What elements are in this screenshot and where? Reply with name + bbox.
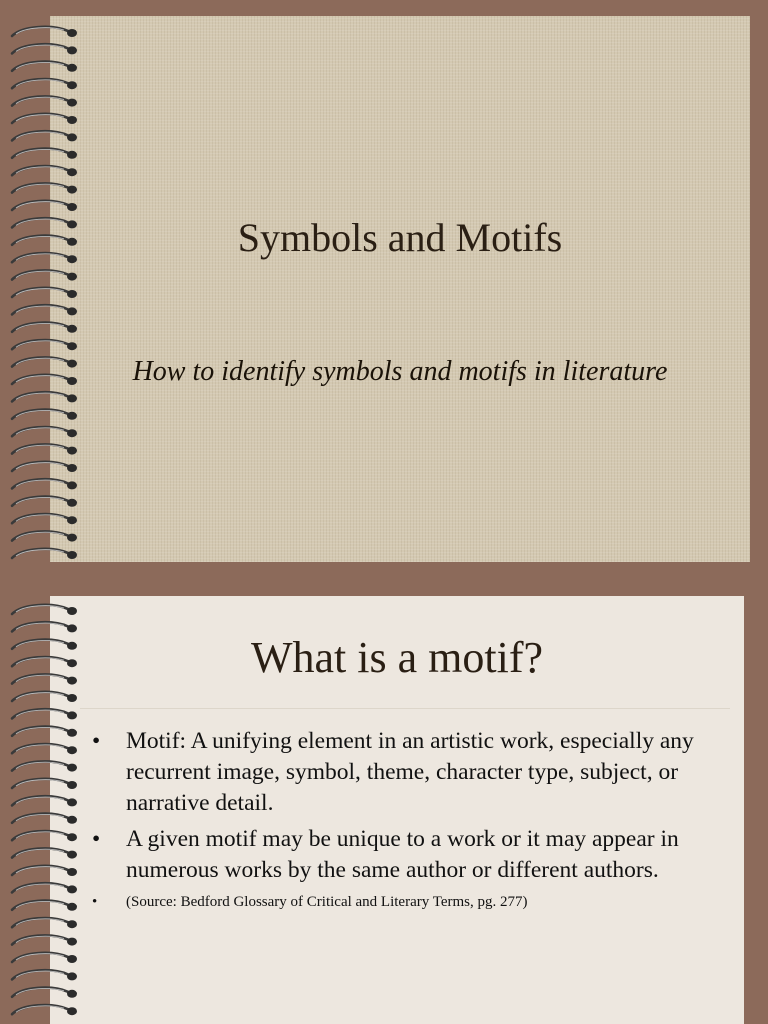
spiral-ring (12, 692, 77, 702)
bullet-dot: • (92, 728, 101, 754)
bullet-dot: • (92, 894, 98, 910)
spiral-ring (12, 166, 77, 176)
spiral-ring (12, 988, 77, 998)
spiral-ring (12, 1005, 77, 1015)
spiral-ring (12, 970, 77, 980)
spiral-ring (12, 340, 77, 350)
slide-2-motif (50, 596, 744, 1024)
spiral-ring (12, 427, 77, 437)
spiral-ring (12, 779, 77, 789)
bullet-item-source (92, 891, 717, 913)
spiral-ring (12, 727, 77, 737)
spiral-ring (12, 114, 77, 124)
spiral-ring (12, 674, 77, 684)
slide-1-title (50, 16, 750, 562)
spiral-ring (12, 79, 77, 89)
spiral-ring (12, 44, 77, 54)
bullet-text: Motif: A unifying element in an artistic work, especially any recurrent image, symbol, theme, character type, subject, or narrative detail. (126, 728, 694, 816)
spiral-ring (12, 640, 77, 650)
spiral-ring (12, 514, 77, 524)
spiral-ring (12, 305, 77, 315)
spiral-binding-icon (0, 20, 90, 560)
spiral-ring (12, 918, 77, 928)
spiral-ring (12, 935, 77, 945)
spiral-ring (12, 270, 77, 280)
bullet-item (92, 824, 717, 886)
bullet-dot: • (92, 826, 101, 852)
spiral-ring (12, 218, 77, 228)
title-divider (80, 708, 730, 709)
spiral-ring (12, 183, 77, 193)
spiral-ring (12, 62, 77, 72)
spiral-ring (12, 375, 77, 385)
spiral-ring (12, 131, 77, 141)
spiral-ring (12, 866, 77, 876)
slide-2-title-text: What is a motif? (250, 633, 543, 682)
spiral-ring (12, 479, 77, 489)
spiral-ring (12, 953, 77, 963)
spiral-ring (12, 622, 77, 632)
spiral-ring (12, 27, 77, 37)
spiral-ring (12, 96, 77, 106)
bullet-list (92, 726, 717, 918)
spiral-ring (12, 236, 77, 246)
bullet-text-source: (Source: Bedford Glossary of Critical and Literary Terms, pg. 277) (126, 894, 528, 910)
spiral-ring (12, 901, 77, 911)
spiral-ring (12, 462, 77, 472)
spiral-ring (12, 709, 77, 719)
spiral-ring (12, 744, 77, 754)
bullet-text: A given motif may be unique to a work or it may appear in numerous works by the same author or different authors. (126, 826, 679, 883)
spiral-ring (12, 549, 77, 559)
spiral-ring (12, 657, 77, 667)
spiral-ring (12, 497, 77, 507)
spiral-ring (12, 323, 77, 333)
spiral-ring (12, 392, 77, 402)
spiral-ring (12, 410, 77, 420)
spiral-ring (12, 288, 77, 298)
spiral-ring (12, 444, 77, 454)
spiral-ring (12, 531, 77, 541)
spiral-ring (12, 883, 77, 893)
spiral-ring (12, 201, 77, 211)
slide-1-title-text: Symbols and Motifs (237, 215, 563, 260)
spiral-binding-icon (0, 598, 90, 1024)
bullet-item (92, 726, 717, 819)
spiral-ring (12, 831, 77, 841)
spiral-ring (12, 761, 77, 771)
slide-1-subtitle: How to identify symbols and motifs in literature (132, 356, 668, 387)
spiral-ring (12, 253, 77, 263)
spiral-ring (12, 814, 77, 824)
spiral-ring (12, 149, 77, 159)
spiral-ring (12, 848, 77, 858)
spiral-ring (12, 357, 77, 367)
spiral-ring (12, 796, 77, 806)
spiral-ring (12, 605, 77, 615)
